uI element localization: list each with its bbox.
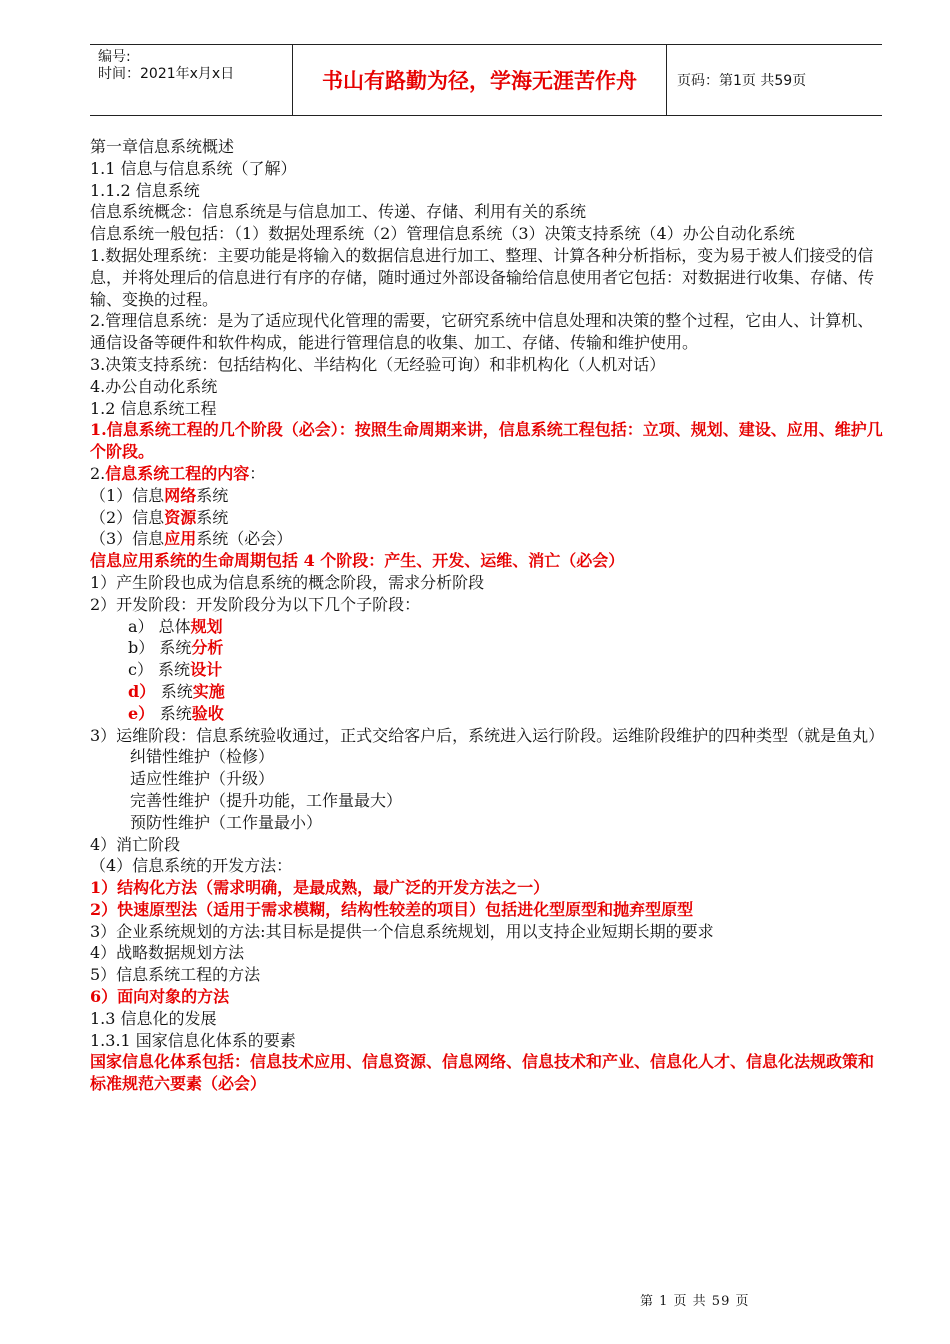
- text-run: 系统: [196, 507, 229, 527]
- header-motto: 书山有路勤为径，学海无涯苦作舟: [293, 45, 667, 115]
- chapter-title: 第一章信息系统概述: [90, 137, 235, 156]
- paragraph: 1.数据处理系统：主要功能是将输入的数据信息进行加工、整理、计算各种分析指标，变为易于被人们接受的信息，并将处理后的信息进行有序的存储，随时通过外部设备输给信息使用者它包括：对数据进行收集、存储、传输、变换的过程。: [90, 245, 875, 309]
- maintenance-item: 纠错性维护（检修）: [130, 747, 275, 767]
- highlight-paragraph: 信息应用系统的生命周期包括 4 个阶段：产生、开发、运维、消亡（必会）: [90, 551, 625, 571]
- section-heading: 1.1 信息与信息系统（了解）: [90, 158, 297, 178]
- text-run: c） 系统: [128, 660, 191, 680]
- list-item: [90, 528, 886, 550]
- highlight-run: 规划: [190, 616, 223, 636]
- text-run: 系统: [160, 681, 193, 701]
- highlight-run: 验收: [191, 703, 224, 723]
- paragraph: （4）信息系统的开发方法：: [90, 856, 293, 876]
- paragraph: 3）企业系统规划的方法:其目标是提供一个信息系统规划，用以支持企业短期长期的要求: [90, 921, 714, 941]
- sub-list-item: [90, 703, 886, 725]
- text-run: ：: [249, 463, 266, 483]
- text-run: 系统: [196, 485, 229, 505]
- sub-list-item: [90, 659, 886, 681]
- paragraph: 3）运维阶段：信息系统验收通过，正式交给客户后，系统进入运行阶段。运维阶段维护的四种类型（就是鱼丸）: [90, 725, 885, 745]
- text-run: （2）信息: [90, 507, 165, 527]
- page-header: [90, 44, 882, 116]
- paragraph: 3.决策支持系统：包括结构化、半结构化（无经验可询）和非机构化（人机对话）: [90, 354, 666, 374]
- highlight-run: 信息系统工程的内容: [105, 463, 250, 483]
- section-heading: 1.2 信息系统工程: [90, 398, 217, 418]
- list-item: [90, 485, 886, 507]
- header-page-info: 页码：第1页 共59页: [677, 73, 807, 89]
- highlight-run: 资源: [164, 507, 197, 527]
- paragraph: 4）战略数据规划方法: [90, 943, 245, 963]
- highlight-paragraph: 2）快速原型法（适用于需求模糊，结构性较差的项目）包括进化型原型和抛弃型原型: [90, 899, 694, 919]
- number-label: 编号:: [98, 49, 131, 65]
- maintenance-item: 适应性维护（升级）: [130, 769, 275, 789]
- highlight-run: 网络: [164, 485, 197, 505]
- paragraph: 1）产生阶段也成为信息系统的概念阶段，需求分析阶段: [90, 572, 485, 592]
- paragraph: 2）开发阶段：开发阶段分为以下几个子阶段：: [90, 594, 421, 614]
- text-run: 2.: [90, 463, 106, 483]
- paragraph: 4.办公自动化系统: [90, 376, 218, 396]
- highlight-run: e）: [128, 703, 160, 723]
- text-run: （3）信息: [90, 529, 165, 549]
- paragraph: 4）消亡阶段: [90, 834, 181, 854]
- page-footer: 第 1 页 共 59 页: [640, 1294, 750, 1309]
- section-heading: 1.3 信息化的发展: [90, 1008, 217, 1028]
- time-label: 时间：2021年x月x日: [98, 66, 235, 82]
- highlight-run: d）: [128, 681, 161, 701]
- paragraph: 2.管理信息系统：是为了适应现代化管理的需要，它研究系统中信息处理和决策的整个过程，它由人、计算机、通信设备等硬件和软件构成，能进行管理信息的收集、加工、存储、传输和维护使用。: [90, 311, 874, 353]
- sub-list-item: [90, 637, 886, 659]
- text-run: a） 总体: [128, 616, 191, 636]
- subsection-heading: 1.3.1 国家信息化体系的要素: [90, 1030, 296, 1050]
- paragraph: 信息系统一般包括：（1）数据处理系统（2）管理信息系统（3）决策支持系统（4）办公自动化系统: [90, 224, 795, 244]
- text-run: b） 系统: [128, 638, 192, 658]
- highlight-paragraph: 国家信息化体系包括：信息技术应用、信息资源、信息网络、信息技术和产业、信息化人才、信息化法规政策和标准规范六要素（必会）: [90, 1052, 875, 1094]
- subsection-heading: 1.1.2 信息系统: [90, 180, 200, 200]
- text-run: （1）信息: [90, 485, 165, 505]
- highlight-paragraph: 1）结构化方法（需求明确，是最成熟，最广泛的开发方法之一）: [90, 878, 550, 898]
- highlight-run: 分析: [191, 638, 224, 658]
- text-run: 系统（必会）: [196, 529, 293, 549]
- header-meta: [90, 45, 293, 115]
- highlight-run: 实施: [192, 681, 225, 701]
- paragraph: 5）信息系统工程的方法: [90, 965, 261, 985]
- paragraph: [90, 463, 886, 485]
- highlight-paragraph: 6）面向对象的方法: [90, 987, 230, 1007]
- list-item: [90, 507, 886, 529]
- text-run: 系统: [159, 703, 192, 723]
- highlight-paragraph: 1.信息系统工程的几个阶段（必会）：按照生命周期来讲，信息系统工程包括：立项、规划、建设、应用、维护几个阶段。: [90, 420, 883, 462]
- document-body: [90, 136, 886, 1095]
- maintenance-item: 完善性维护（提升功能，工作量最大）: [130, 790, 403, 810]
- paragraph: 信息系统概念：信息系统是与信息加工、传递、存储、利用有关的系统: [90, 202, 587, 222]
- maintenance-item: 预防性维护（工作量最小）: [130, 812, 323, 832]
- highlight-run: 设计: [190, 660, 223, 680]
- sub-list-item: [90, 681, 886, 703]
- highlight-run: 应用: [164, 529, 197, 549]
- sub-list-item: [90, 616, 886, 638]
